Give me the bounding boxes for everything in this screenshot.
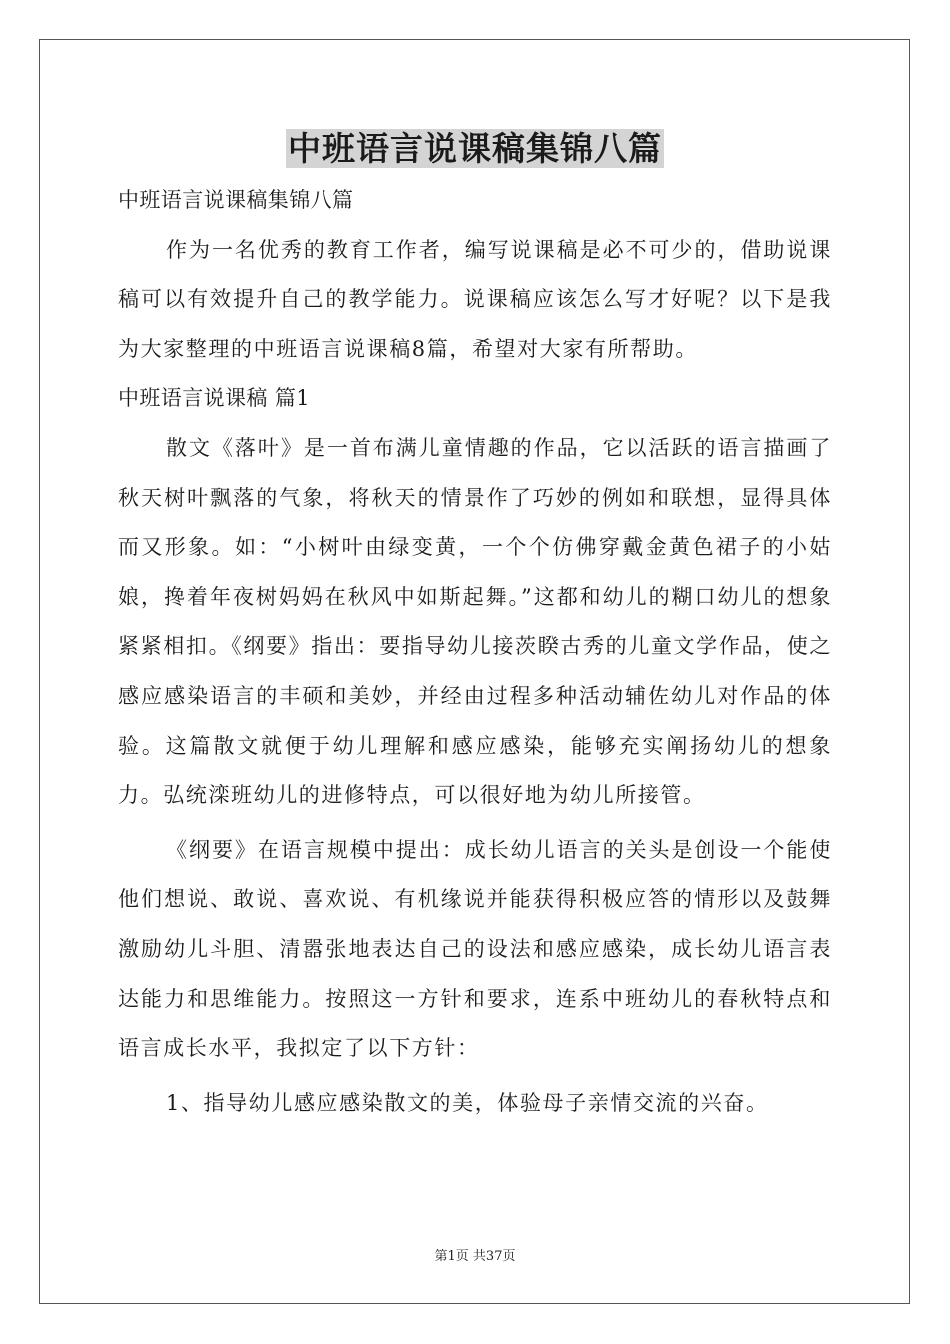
section-heading-1: 中班语言说课稿 篇1 [118, 386, 311, 411]
document-body [118, 176, 832, 1128]
intro-paragraph: 作为一名优秀的教育工作者，编写说课稿是必不可少的，借助说课稿可以有效提升自己的教学能力。说课稿应该怎么写才好呢？以下是我为大家整理的中班语言说课稿8篇，希望对大家有所帮助。 [118, 237, 832, 361]
goal-item-1: 1、指导幼儿感应感染散文的美，体验母子亲情交流的兴奋。 [166, 1090, 769, 1115]
body-paragraph-2: 《纲要》在语言规模中提出：成长幼儿语言的关头是创设一个能使他们想说、敢说、喜欢说、有机缘说并能获得积极应答的情形以及鼓舞激励幼儿斗胆、清嚣张地表达自己的设法和感应感染，成长幼儿语言表达能力和思维能力。按照这一方针和要求，连系中班幼儿的春秋特点和语言成长水平，我拟定了以下方针： [118, 837, 832, 1061]
page-number-label: 第1页 共37页 [434, 1249, 516, 1264]
page-footer [0, 1248, 950, 1266]
body-paragraph-1: 散文《落叶》是一首布满儿童情趣的作品，它以活跃的语言描画了秋天树叶飘落的气象，将秋天的情景作了巧妙的例如和联想，显得具体而又形象。如：“小树叶由绿变黄，一个个仿佛穿戴金黄色裙子的小姑娘，搀着年夜树妈妈在秋风中如斯起舞。”这都和幼儿的糊口幼儿的想象紧紧相扣。《纲要》指出：要指导幼儿接茨睽古秀的儿童文学作品，使之感应感染语言的丰硕和美妙，并经由过程多种活动辅佐幼儿对作品的体验。这篇散文就便于幼儿理解和感应感染，能够充实阐扬幼儿的想象力。弘统滦班幼儿的进修特点，可以很好地为幼儿所接管。 [118, 435, 832, 808]
document-title [0, 128, 950, 170]
subtitle-line: 中班语言说课稿集锦八篇 [118, 188, 354, 212]
title-text: 中班语言说课稿集锦八篇 [288, 129, 662, 168]
